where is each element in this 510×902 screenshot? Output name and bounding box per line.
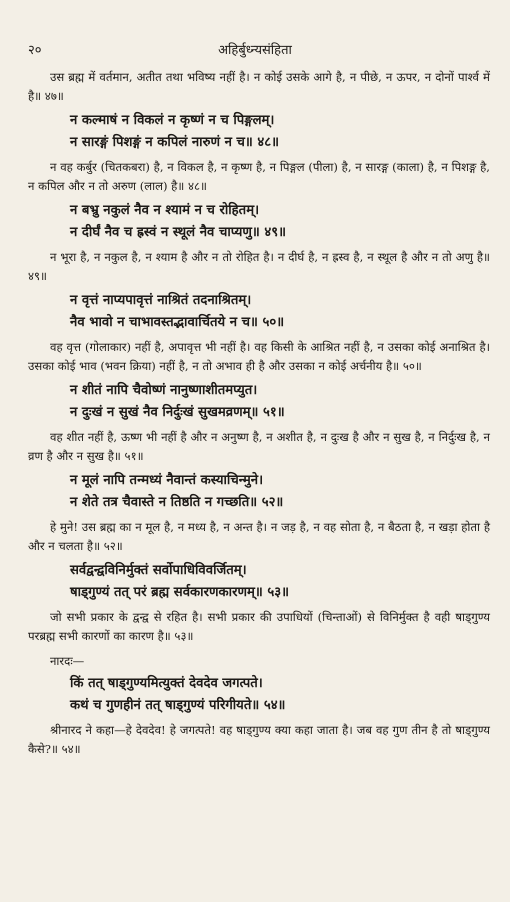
verse-line: न सारङ्गं पिशङ्गं न कपिलं नारुणं न च॥ ४८॥ bbox=[70, 135, 279, 150]
hindi-translation: जो सभी प्रकार के द्वन्द्व से रहित है। सभी प्रकार की उपाधियों (चिन्ताओं) से विनिर्मुक्त है वही षाड्गुण्य परब्रह्म सभी कारणों का कारण है॥ ५३॥ bbox=[28, 610, 490, 643]
page-body bbox=[28, 68, 490, 759]
hindi-translation: वह वृत्त (गोलाकार) नहीं है, अपावृत्त भी नहीं है। वह किसी के आश्रित नहीं है, न उसका कोई अनाश्रित है। उसका कोई भाव (भवन क्रिया) नहीं है, न तो अभाव ही है और उसका न कोई अर्चनीय है॥ ५०॥ bbox=[28, 340, 490, 373]
hindi-translation: उस ब्रह्म में वर्तमान, अतीत तथा भविष्य नहीं है। न कोई उसके आगे है, न पीछे, न ऊपर, न दोनों पार्श्व में है॥ ४७॥ bbox=[28, 70, 490, 103]
verse-line: नैव भावो न चाभावस्तद्भावार्चितये न च॥ ५०॥ bbox=[70, 315, 285, 330]
verse-line: सर्वद्वन्द्वविनिर्मुक्तं सर्वोपाधिविवर्जितम्। bbox=[70, 563, 247, 578]
verse-line: न शेते तत्र चैवास्ते न तिष्ठति न गच्छति॥ ५२॥ bbox=[70, 495, 284, 510]
verse-line: किं तत् षाड्गुण्यमित्युक्तं देवदेव जगत्पते। bbox=[70, 676, 263, 691]
verse-line: न दीर्घं नैव च ह्रस्वं न स्थूलं नैव चाप्यणु॥ ४९॥ bbox=[70, 225, 287, 240]
hindi-translation: न वह कर्बुर (चितकबरा) है, न विकल है, न कृष्ण है, न पिङ्गल (पीला) है, न सारङ्ग (काला) है, न पिशङ्ग है, न कपिल और न तो अरुण (लाल) है॥ ४८॥ bbox=[28, 160, 490, 193]
sanskrit-verse bbox=[70, 200, 490, 244]
running-title: अहिर्बुध्न्यसंहिता bbox=[218, 43, 292, 58]
verse-line: न मूलं नापि तन्मध्यं नैवान्तं कस्याचिन्मुने। bbox=[70, 473, 264, 488]
verse-line: न दुःखं न सुखं नैव निर्दुःखं सुखमव्रणम्॥ ५१॥ bbox=[70, 405, 285, 420]
verse-line: न वृत्तं नाप्यपावृत्तं नाश्रितं तदनाश्रितम्। bbox=[70, 293, 252, 308]
sanskrit-verse bbox=[70, 380, 490, 424]
verse-line: कथं च गुणहीनं तत् षाड्गुण्यं परिगीयते॥ ५४॥ bbox=[70, 698, 286, 713]
verse-line: न शीतं नापि चैवोष्णं नानुष्णाशीतमप्युत। bbox=[70, 383, 258, 398]
verse-line: षाड्गुण्यं तत् परं ब्रह्म सर्वकारणकारणम्॥ ५३॥ bbox=[70, 585, 289, 600]
verse-line: न कल्माषं न विकलं न कृष्णं न च पिङ्गलम्। bbox=[70, 113, 275, 128]
sanskrit-verse bbox=[70, 673, 490, 717]
hindi-translation: श्रीनारद ने कहा—हे देवदेव! हे जगत्पते! वह षाड्गुण्य क्या कहा जाता है। जब वह गुण तीन है तो षाड्गुण्य कैसे?॥ ५४॥ bbox=[28, 723, 490, 756]
page-number: २० bbox=[28, 43, 42, 58]
sanskrit-verse bbox=[70, 470, 490, 514]
hindi-translation: न भूरा है, न नकुल है, न श्याम है और न तो रोहित है। न दीर्घ है, न ह्रस्व है, न स्थूल है और न तो अणु है॥ ४९॥ bbox=[28, 250, 490, 283]
sanskrit-verse bbox=[70, 290, 490, 334]
page-header bbox=[0, 40, 510, 60]
hindi-translation: वह शीत नहीं है, ऊष्ण भी नहीं है और न अनुष्ण है, न अशीत है, न दुःख है और न सुख है, न निर्दुःख है, न व्रण है और न सुख है॥ ५१॥ bbox=[28, 430, 490, 463]
sanskrit-verse bbox=[70, 560, 490, 604]
hindi-translation: हे मुने! उस ब्रह्म का न मूल है, न मध्य है, न अन्त है। न जड़ है, न वह सोता है, न बैठता है, न खड़ा होता है और न चलता है॥ ५२॥ bbox=[28, 520, 490, 553]
verse-line: न बभ्रु नकुलं नैव न श्यामं न च रोहितम्। bbox=[70, 203, 260, 218]
sanskrit-verse bbox=[70, 110, 490, 154]
speaker-label: नारदः— bbox=[50, 654, 85, 668]
